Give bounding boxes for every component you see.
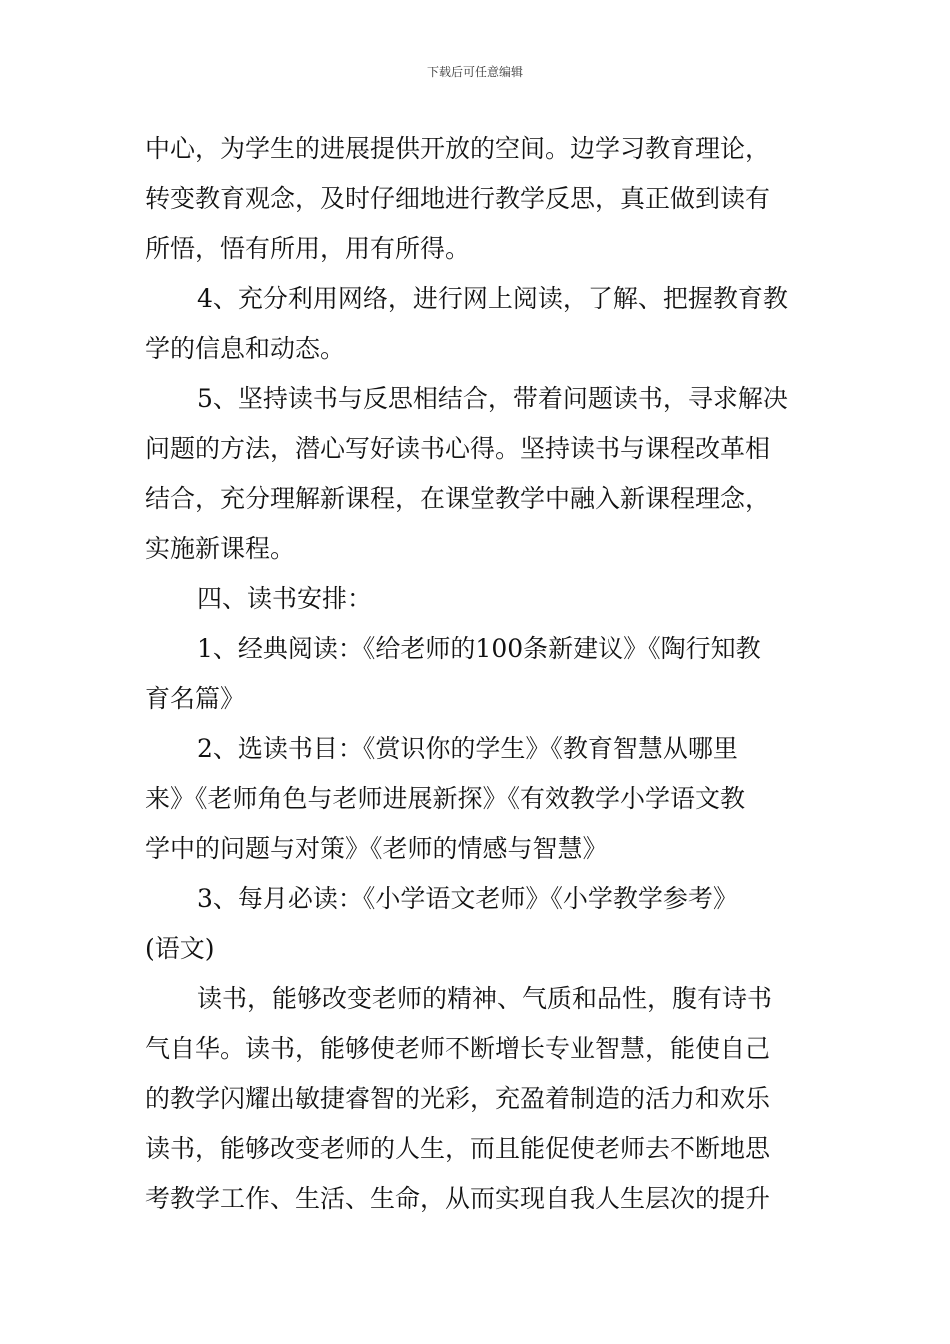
text-line: 实施新课程。	[145, 534, 296, 563]
text-line: 气自华。读书，能够使老师不断增长专业智慧，能使自己	[145, 1034, 771, 1063]
text-line: 所悟，悟有所用，用有所得。	[145, 234, 471, 263]
text-line: 读书，能够改变老师的人生，而且能促使老师去不断地思	[145, 1134, 771, 1163]
text-line: 转变教育观念，及时仔细地进行教学反思，真正做到读有	[145, 184, 771, 213]
text-line: 结合，充分理解新课程，在课堂教学中融入新课程理念，	[145, 484, 771, 513]
text-line: (语文)	[145, 934, 215, 963]
text-line: 的教学闪耀出敏捷睿智的光彩，充盈着制造的活力和欢乐	[145, 1084, 771, 1113]
text-line: 来》《老师角色与老师进展新探》《有效教学小学语文教	[145, 784, 746, 813]
document-body	[145, 124, 809, 1224]
text-line: 学的信息和动态。	[145, 334, 346, 363]
text-line: 读书，能够改变老师的精神、气质和品性，腹有诗书	[197, 984, 773, 1013]
section-heading: 四、读书安排：	[197, 584, 373, 613]
text-line: 5、坚持读书与反思相结合，带着问题读书，寻求解决	[197, 384, 788, 413]
text-line: 4、充分利用网络，进行网上阅读，了解、把握教育教	[197, 284, 788, 313]
text-line: 育名篇》	[145, 684, 246, 713]
text-line: 考教学工作、生活、生命，从而实现自我人生层次的提升	[145, 1184, 771, 1213]
text-line: 1、经典阅读：《给老师的100条新建议》《陶行知教	[197, 634, 761, 663]
text-line: 学中的问题与对策》《老师的情感与智慧》	[145, 834, 608, 863]
page-header-note: 下载后可任意编辑	[426, 65, 523, 79]
text-line: 3、每月必读：《小学语文老师》《小学教学参考》	[197, 884, 738, 913]
text-line: 问题的方法，潜心写好读书心得。坚持读书与课程改革相	[145, 434, 771, 463]
text-line: 2、选读书目：《赏识你的学生》《教育智慧从哪里	[197, 734, 738, 763]
text-line: 中心，为学生的进展提供开放的空间。边学习教育理论，	[145, 134, 771, 163]
